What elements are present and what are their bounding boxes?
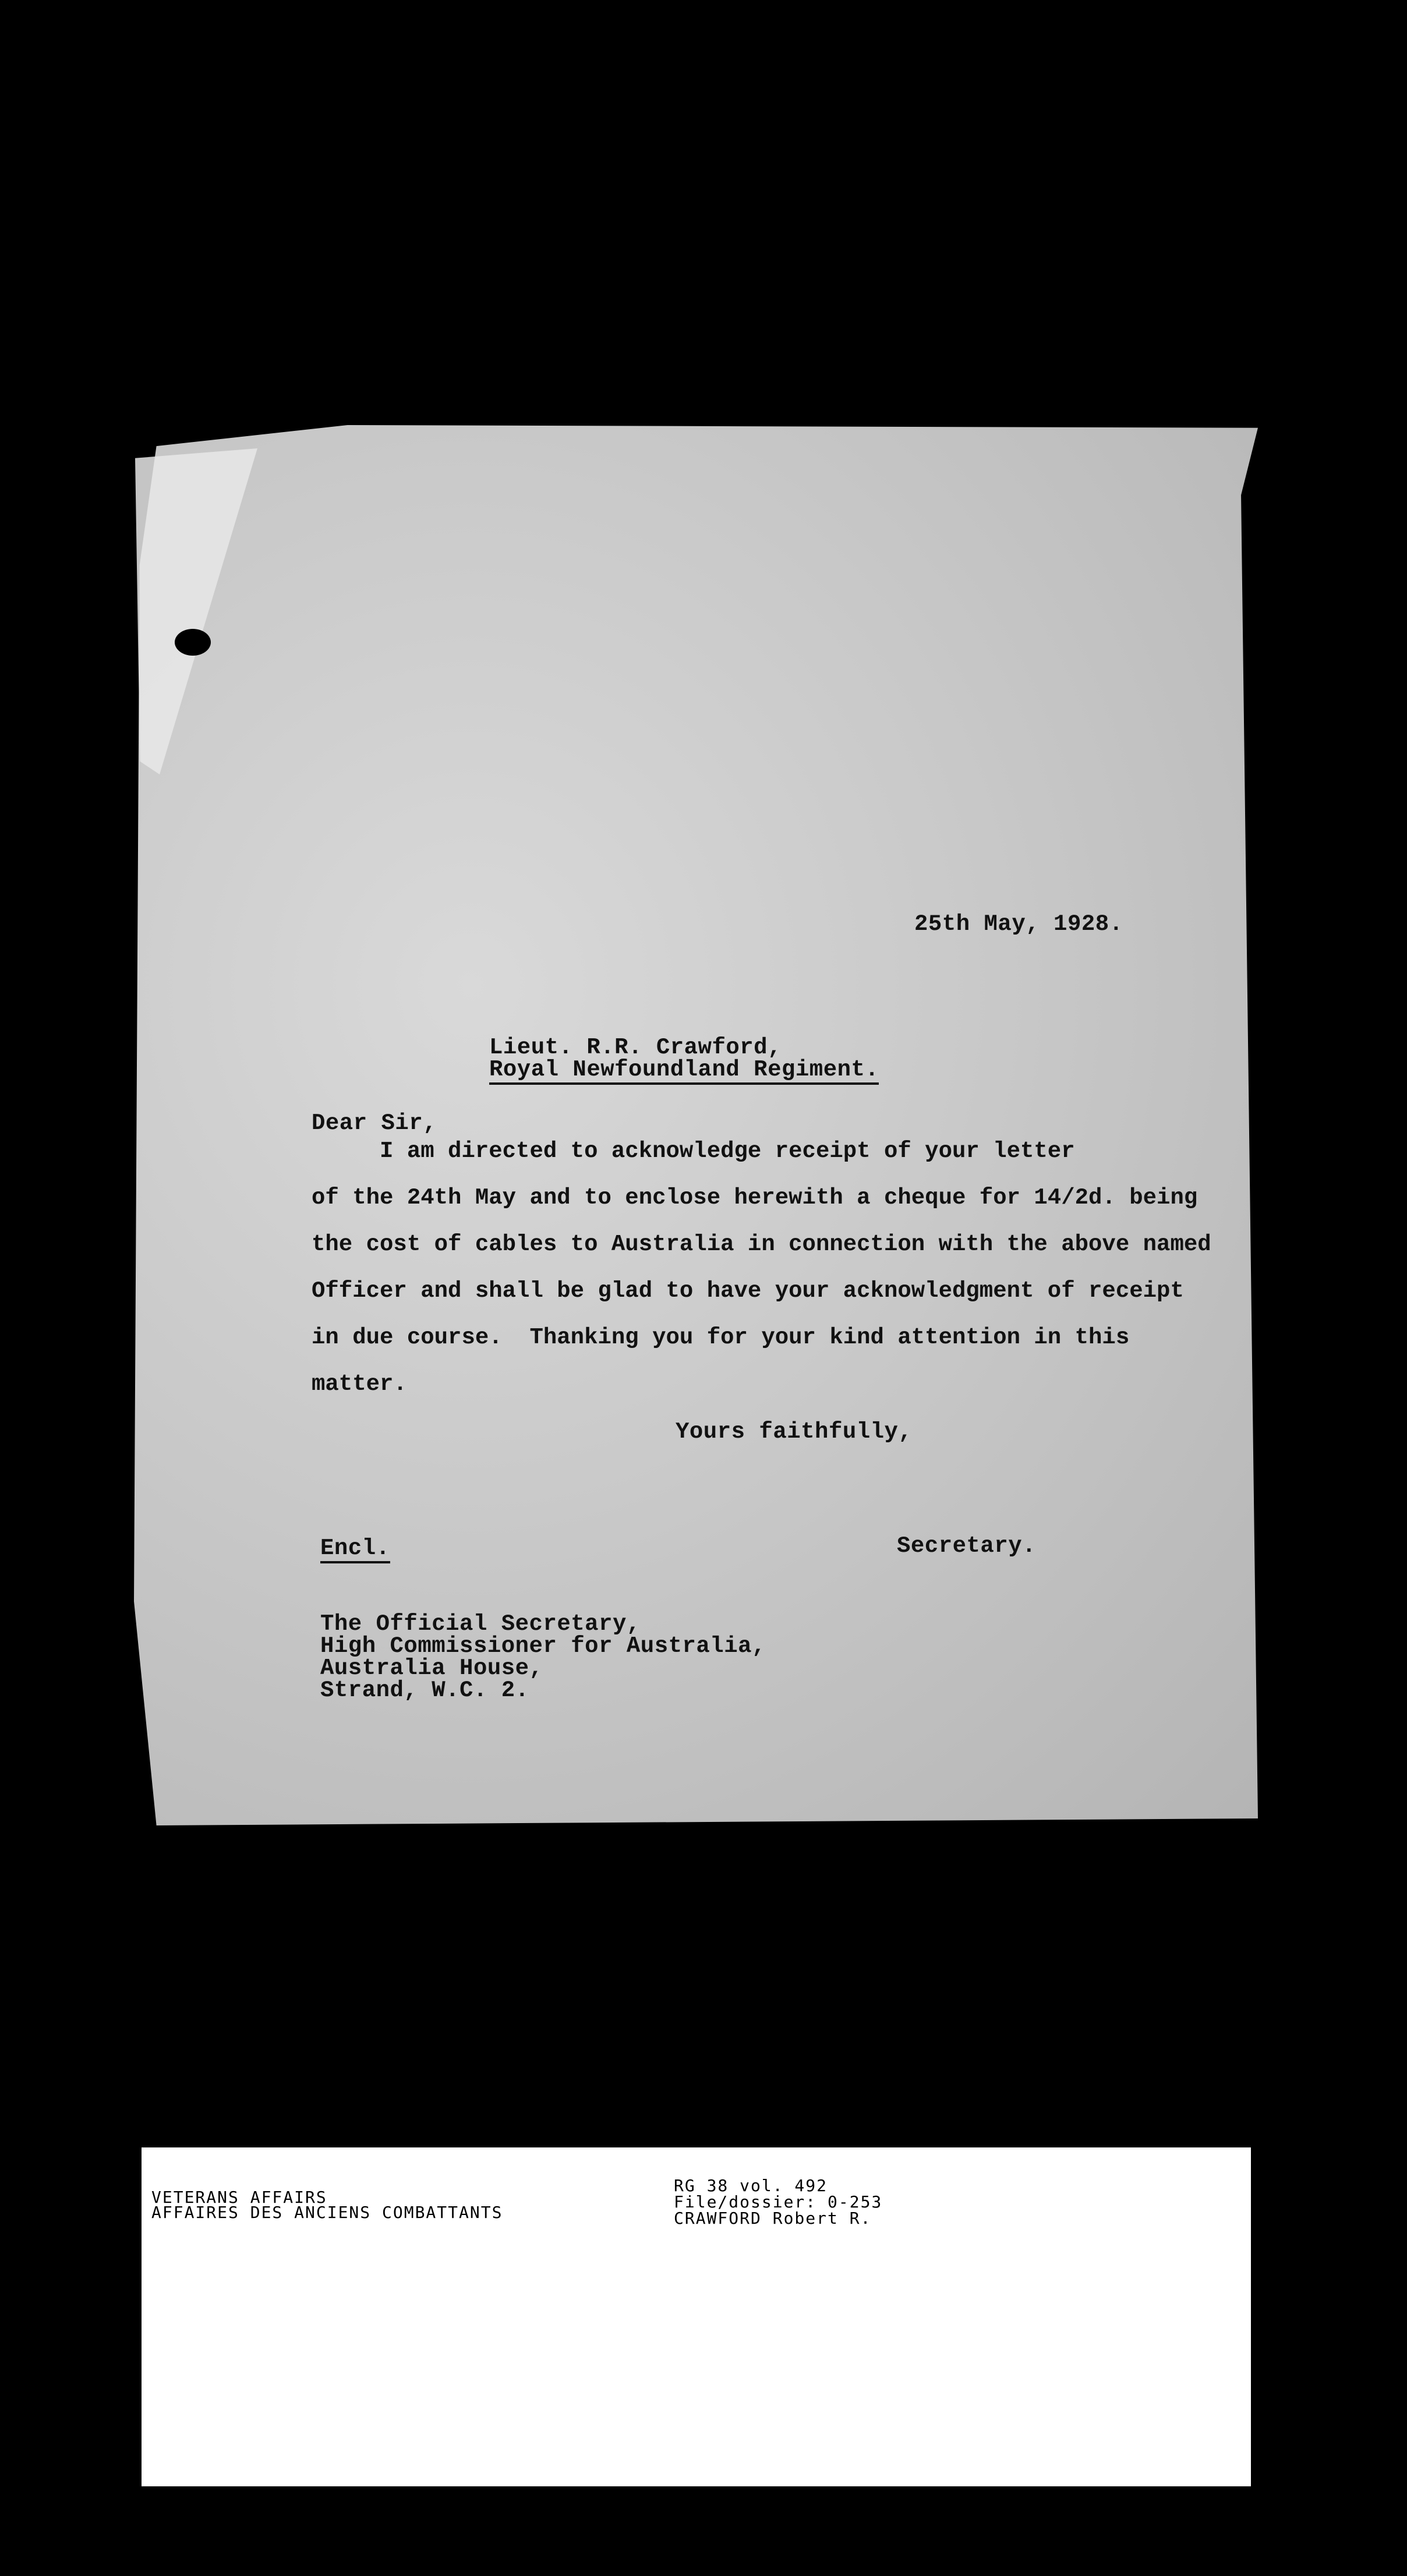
address-line: High Commissioner for Australia, <box>320 1633 766 1659</box>
subject-regiment: Royal Newfoundland Regiment. <box>489 1059 879 1085</box>
signature-title: Secretary. <box>897 1533 1037 1559</box>
punch-hole <box>175 629 211 656</box>
subject-name: Lieut. R.R. Crawford, <box>489 1035 782 1060</box>
letter-body <box>312 1138 1232 1418</box>
body-line: I am directed to acknowledge receipt of your letter <box>312 1138 1075 1164</box>
label-name: CRAWFORD Robert R. <box>674 2209 872 2228</box>
label-record-group: RG 38 vol. 492 <box>674 2176 828 2195</box>
address-line: Australia House, <box>320 1655 543 1681</box>
body-line: Officer and shall be glad to have your acknowledgment of receipt <box>312 1278 1184 1304</box>
label-file: File/dossier: 0-253 <box>674 2192 883 2211</box>
address-line: The Official Secretary, <box>320 1611 641 1637</box>
salutation: Dear Sir, <box>312 1110 437 1136</box>
label-dept-en: VETERANS AFFAIRS <box>151 2188 327 2207</box>
enclosure-note: Encl. <box>320 1537 390 1563</box>
body-line: matter. <box>312 1371 407 1397</box>
letter-sheet <box>134 425 1258 1825</box>
label-dept-fr: AFFAIRES DES ANCIENS COMBATTANTS <box>151 2203 503 2222</box>
closing: Yours faithfully, <box>676 1419 913 1445</box>
body-line: the cost of cables to Australia in connection with the above named <box>312 1232 1211 1257</box>
body-line: in due course. Thanking you for your kind attention in this <box>312 1325 1130 1350</box>
body-line: of the 24th May and to enclose herewith a cheque for 14/2d. being <box>312 1185 1198 1211</box>
letter-date: 25th May, 1928. <box>914 911 1123 937</box>
address-line: Strand, W.C. 2. <box>320 1678 529 1703</box>
